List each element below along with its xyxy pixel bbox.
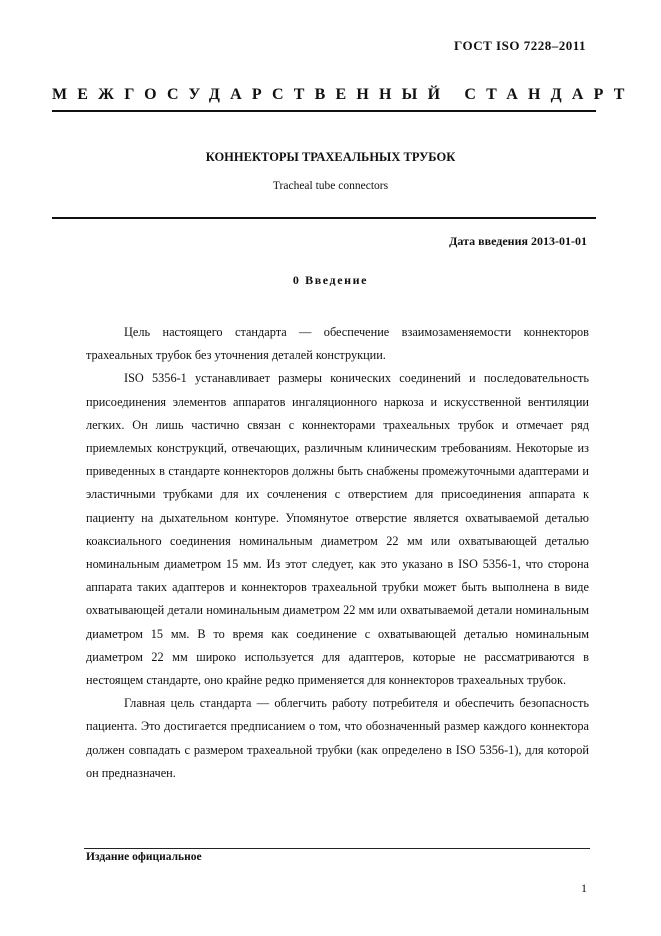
document-title-ru: КОННЕКТОРЫ ТРАХЕАЛЬНЫХ ТРУБОК bbox=[205, 150, 456, 164]
document-title-en: Tracheal tube connectors bbox=[272, 180, 389, 192]
body-text bbox=[86, 321, 589, 785]
paragraph: Главная цель стандарта — облегчить работу потребителя и обеспечить безопасность пациента. Это достигается предписанием о том, что обозначенный размер каждого коннектора должен совпадать с размером трахеальной трубки (как определено в ISO 5356-1), для которой он предназначен. bbox=[86, 696, 589, 780]
page-number: 1 bbox=[581, 881, 587, 895]
introduction-date: Дата введения 2013-01-01 bbox=[449, 234, 587, 248]
standard-code: ГОСТ ISO 7228–2011 bbox=[454, 38, 586, 53]
top-divider bbox=[52, 110, 596, 112]
section-heading: 0 Введение bbox=[292, 273, 369, 287]
paragraph: ISO 5356-1 устанавливает размеры конических соединений и последовательность присоединения элементов аппаратов ингаляционного наркоза и искусственной вентиляции легких. Он лишь частично связан с коннекторами трахеальных трубок и отмечает ряд приемлемых конструкций, отвечающих, различным клиническим требованиям. Некоторые из приведенных в стандарте коннекторов должны быть снабжены промежуточными адаптерами и эластичными трубками для их сочленения с отверстием для присоединения аппарата к пациенту на дыхательном контуре. Упомянутое отверстие является охватываемой деталью коаксиального соединения номинальным диаметром 22 мм или охватывающей деталью номинальным диаметром 15 мм. Из этот следует, как это указано в ISO 5356-1, что сторона аппарата таких адаптеров и коннекторов трахеальной трубки может быть выполнена в виде охватывающей детали номинальным диаметром 22 мм или охватываемой детали номинальным диаметром 15 мм. В то время как соединение с охватывающей деталью номинальным диаметром 22 мм широко используется для адаптеров, которые не рассматриваются в нестоящем стандарте, оно крайне редко применяется для коннекторов трахеальных трубок. bbox=[86, 371, 589, 688]
title-divider bbox=[52, 217, 596, 219]
standard-type-heading: МЕЖГОСУДАРСТВЕННЫЙ СТАНДАРТ bbox=[52, 86, 635, 103]
footer-divider bbox=[84, 848, 590, 849]
edition-label: Издание официальное bbox=[86, 851, 202, 863]
paragraph: Цель настоящего стандарта — обеспечение взаимозаменяемости коннекторов трахеальных трубок без уточнения деталей конструкции. bbox=[86, 325, 589, 363]
